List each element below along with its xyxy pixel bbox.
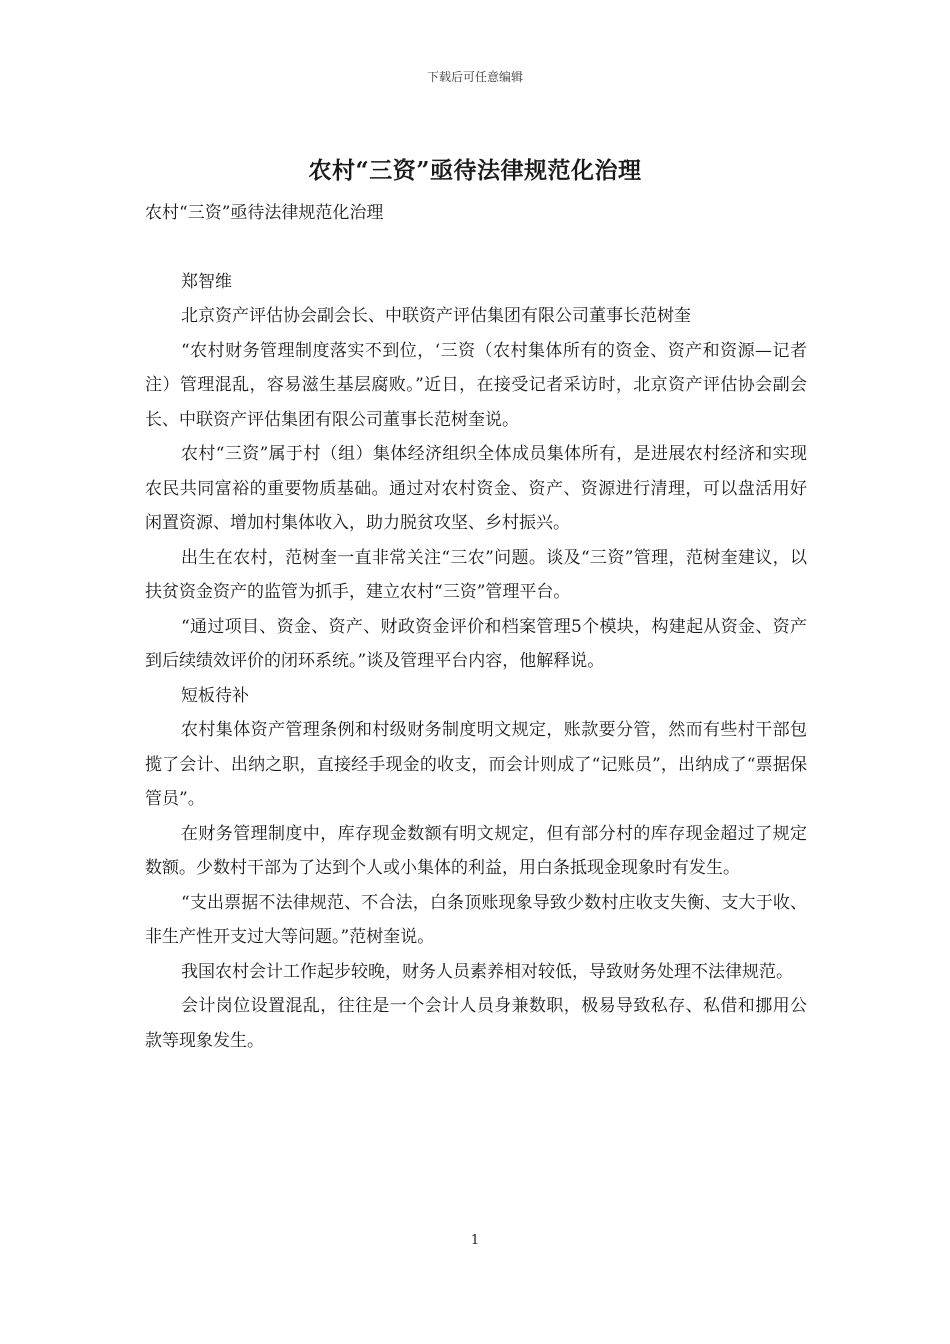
body-paragraph: “支出票据不法律规范、不合法，白条顶账现象导致少数村庄收支失衡、支大于收、非生产性开支过大等问题。”范树奎说。	[145, 892, 807, 947]
interviewee-line: 北京资产评估协会副会长、中联资产评估集团有限公司董事长范树奎	[181, 306, 691, 326]
body-paragraph: “农村财务管理制度落实不到位，‘三资（农村集体所有的资金、资产和资源—记者注）管理混乱，容易滋生基层腐败。”近日，在接受记者采访时，北京资产评估协会副会长、中联资产评估集团有限公司董事长范树奎说。	[145, 340, 807, 430]
document-title: 农村“三资”亟待法律规范化治理	[308, 157, 642, 184]
body-paragraph: 在财务管理制度中，库存现金数额有明文规定，但有部分村的库存现金超过了规定数额。少数村干部为了达到个人或小集体的利益，用白条抵现金现象时有发生。	[145, 823, 807, 878]
body-paragraph: 会计岗位设置混乱，往往是一个会计人员身兼数职，极易导致私存、私借和挪用公款等现象发生。	[145, 996, 807, 1051]
body-paragraph: 农村集体资产管理条例和村级财务制度明文规定，账款要分管，然而有些村干部包揽了会计、出纳之职，直接经手现金的收支，而会计则成了“记账员”，出纳成了“票据保管员”。	[145, 720, 807, 809]
author-line: 郑智维	[181, 271, 232, 292]
header-note: 下载后可任意编辑	[426, 70, 523, 84]
section-heading: 短板待补	[181, 685, 249, 706]
document-body	[145, 196, 807, 1058]
body-paragraph: 出生在农村，范树奎一直非常关注“三农”问题。谈及“三资”管理，范树奎建议，以扶贫资金资产的监管为抓手，建立农村“三资”管理平台。	[145, 547, 807, 602]
body-paragraph: 农村“三资”属于村（组）集体经济组织全体成员集体所有，是进展农村经济和实现农民共同富裕的重要物质基础。通过对农村资金、资产、资源进行清理，可以盘活用好闲置资源、增加村集体收入，助力脱贫攻坚、乡村振兴。	[145, 444, 807, 533]
page-number: 1	[470, 1233, 480, 1248]
body-paragraph: 我国农村会计工作起步较晚，财务人员素养相对较低，导致财务处理不法律规范。	[181, 961, 793, 982]
body-paragraph: “通过项目、资金、资产、财政资金评价和档案管理5个模块，构建起从资金、资产到后续绩效评价的闭环系统。”谈及管理平台内容，他解释说。	[145, 616, 807, 671]
document-subtitle: 农村“三资”亟待法律规范化治理	[145, 203, 384, 223]
